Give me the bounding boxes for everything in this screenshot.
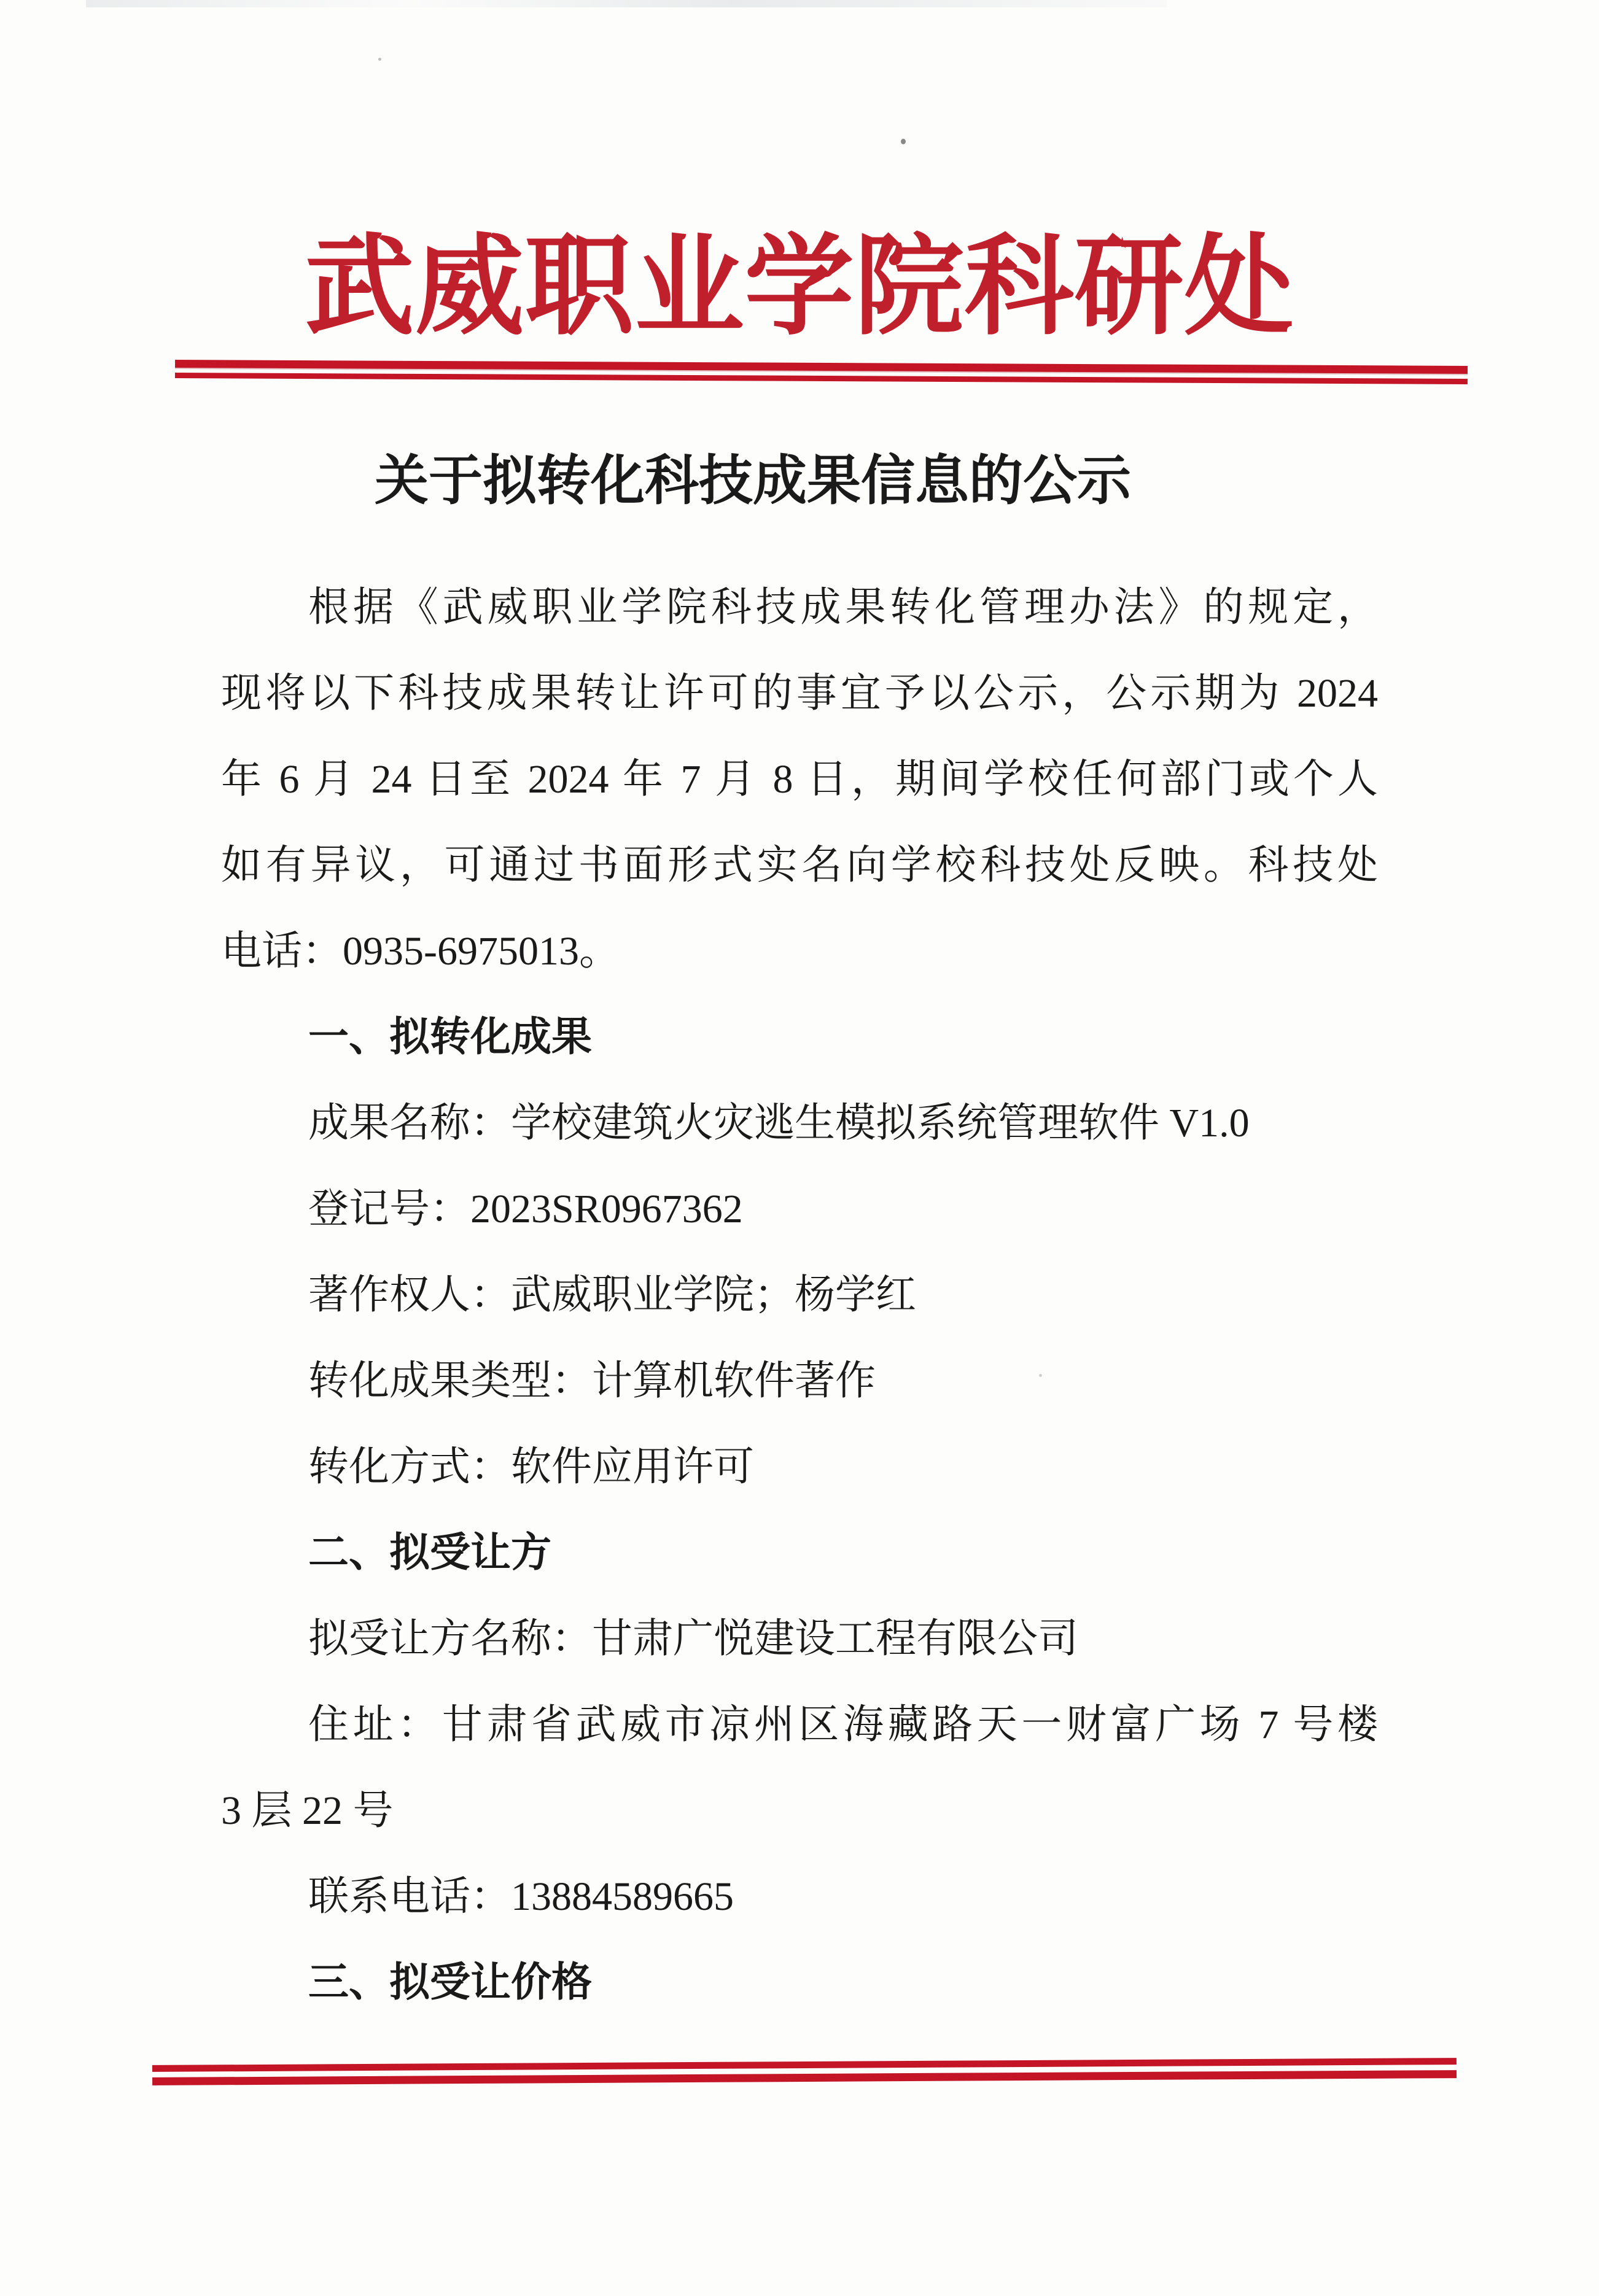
text-line: 住址：甘肃省武威市凉州区海藏路天一财富广场 7 号楼 — [308, 1702, 1378, 1747]
section-heading-line: 三、拟受让价格 — [308, 1960, 592, 2005]
scan-edge-artifact — [86, 0, 1167, 7]
org-header-title: 武威职业学院科研处 — [305, 227, 1294, 348]
scan-speck — [901, 139, 906, 144]
text-line: 现将以下科技成果转让许可的事宜予以公示，公示期为 2024 — [221, 671, 1378, 716]
text-line: 如有异议，可通过书面形式实名向学校科技处反映。科技处 — [221, 843, 1378, 888]
text-line: 拟受让方名称：甘肃广悦建设工程有限公司 — [308, 1616, 1078, 1661]
rule-bar — [175, 373, 1468, 384]
text-line: 根据《武威职业学院科技成果转化管理办法》的规定， — [308, 585, 1378, 630]
document-title: 关于拟转化科技成果信息的公示 — [374, 452, 1131, 511]
double-rule-top — [175, 360, 1468, 384]
text-line: 年 6 月 24 日至 2024 年 7 月 8 日，期间学校任何部门或个人 — [221, 757, 1378, 802]
rule-bar — [152, 2058, 1457, 2072]
double-rule-bottom — [152, 2058, 1457, 2085]
rule-bar — [152, 2070, 1457, 2085]
text-line: 登记号：2023SR0967362 — [308, 1187, 743, 1231]
section-heading-line: 一、拟转化成果 — [308, 1015, 592, 1060]
document-body — [221, 565, 1378, 2026]
text-line: 联系电话：13884589665 — [308, 1874, 734, 1919]
text-line: 转化方式：软件应用许可 — [308, 1445, 754, 1489]
text-line: 成果名称：学校建筑火灾逃生模拟系统管理软件 V1.0 — [308, 1101, 1250, 1146]
text-line: 电话：0935-6975013。 — [221, 929, 620, 974]
text-line: 著作权人：武威职业学院；杨学红 — [308, 1273, 916, 1317]
text-line: 转化成果类型：计算机软件著作 — [308, 1359, 876, 1403]
section-heading-line: 二、拟受让方 — [308, 1530, 551, 1575]
rule-bar — [175, 360, 1468, 374]
scan-speck — [378, 58, 381, 61]
text-line: 3 层 22 号 — [221, 1788, 394, 1833]
